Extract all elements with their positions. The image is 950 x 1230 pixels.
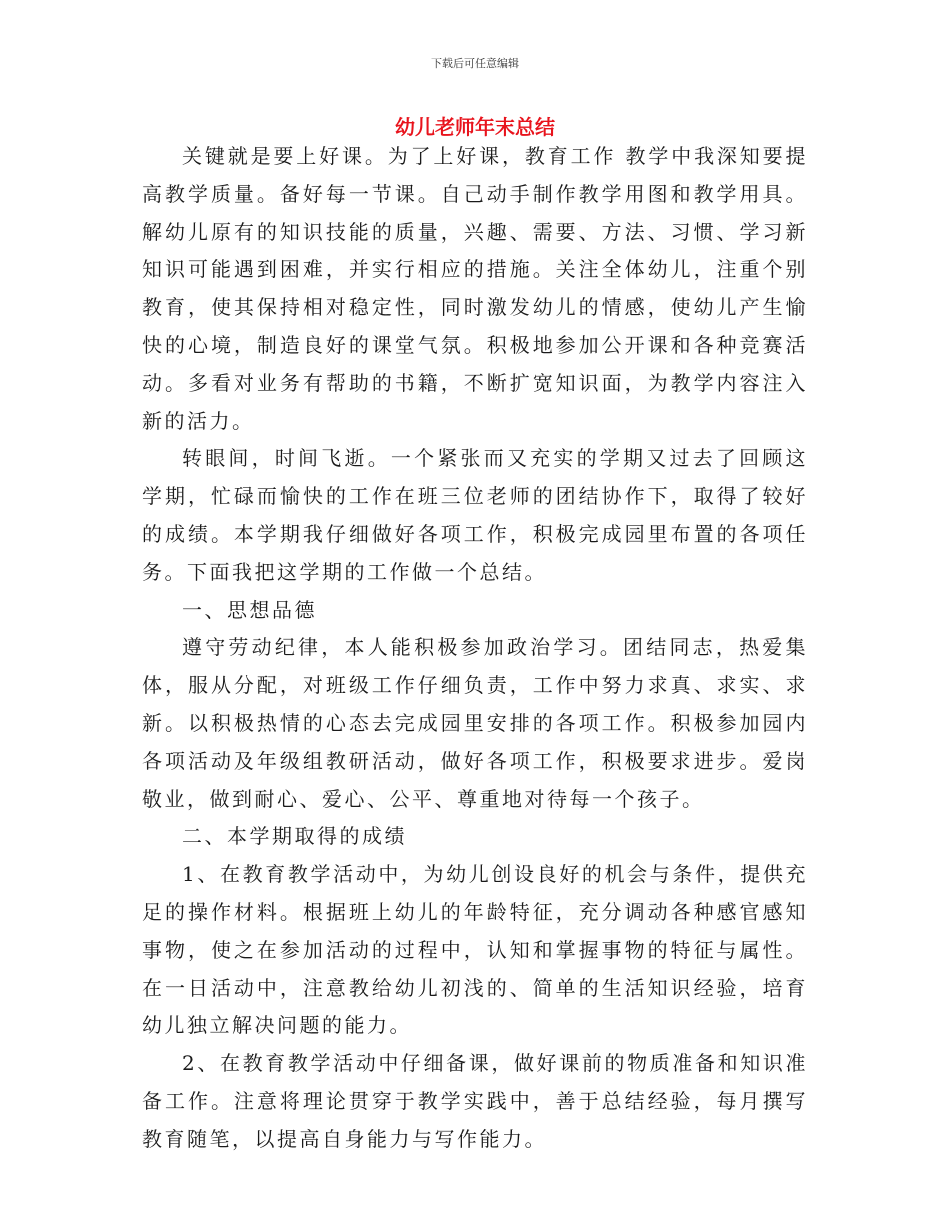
page-header: 下载后可任意编辑 bbox=[431, 57, 519, 70]
paragraph-5: 2、在教育教学活动中仔细备课，做好课前的物质准备和知识准备工作。注意将理论贯穿于教学实践中，善于总结经验，每月撰写教育随笔，以提高自身能力与写作能力。 bbox=[142, 1051, 808, 1151]
document-body bbox=[142, 138, 808, 1159]
paragraph-1: 关键就是要上好课。为了上好课，教育工作 教学中我深知要提高教学质量。备好每一节课。自己动手制作教学用图和教学用具。解幼儿原有的知识技能的质量，兴趣、需要、方法、习惯、学习新知识可能遇到困难，并实行相应的措施。关注全体幼儿，注重个别教育，使其保持相对稳定性，同时激发幼儿的情感，使幼儿产生愉快的心境，制造良好的课堂气氛。积极地参加公开课和各种竞赛活动。多看对业务有帮助的书籍，不断扩宽知识面，为教学内容注入新的活力。 bbox=[142, 144, 808, 433]
paragraph-4: 1、在教育教学活动中，为幼儿创设良好的机会与条件，提供充足的操作材料。根据班上幼儿的年龄特征，充分调动各种感官感知事物，使之在参加活动的过程中，认知和掌握事物的特征与属性。在一日活动中，注意教给幼儿初浅的、简单的生活知识经验，培育幼儿独立解决问题的能力。 bbox=[142, 862, 808, 1038]
section-heading-1: 一、思想品德 bbox=[182, 597, 317, 622]
paragraph-2: 转眼间，时间飞逝。一个紧张而又充实的学期又过去了回顾这学期，忙碌而愉快的工作在班三位老师的团结协作下，取得了较好的成绩。本学期我仔细做好各项工作，积极完成园里布置的各项任务。下面我把这学期的工作做一个总结。 bbox=[142, 446, 808, 584]
document-title: 幼儿老师年末总结 bbox=[395, 115, 555, 139]
section-heading-2: 二、本学期取得的成绩 bbox=[182, 824, 407, 849]
paragraph-3: 遵守劳动纪律，本人能积极参加政治学习。团结同志，热爱集体，服从分配，对班级工作仔细负责，工作中努力求真、求实、求新。以积极热情的心态去完成园里安排的各项工作。积极参加园内各项活动及年级组教研活动，做好各项工作，积极要求进步。爱岗敬业，做到耐心、爱心、公平、尊重地对待每一个孩子。 bbox=[142, 635, 808, 811]
